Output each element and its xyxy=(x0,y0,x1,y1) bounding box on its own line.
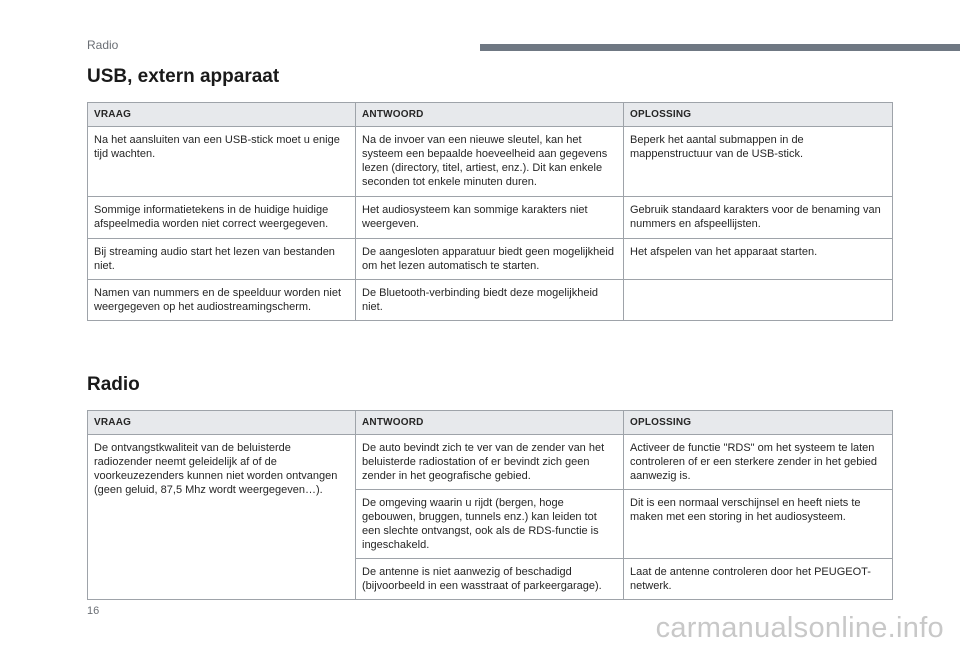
solution-cell: Activeer de functie "RDS" om het systeem te laten controleren of er een sterkere zender in het gebied aanwezig is. xyxy=(624,435,893,490)
column-header-answer: ANTWOORD xyxy=(356,411,624,435)
answer-cell: Het audiosysteem kan sommige karakters niet weergeven. xyxy=(356,197,624,239)
answer-cell: De auto bevindt zich te ver van de zender van het beluisterde radiostation of er bevindt zich geen zender in het geografische gebied. xyxy=(356,435,624,490)
question-cell: Namen van nummers en de speelduur worden niet weergegeven op het audiostreamingscherm. xyxy=(88,280,356,321)
radio-section-title: Radio xyxy=(87,374,140,395)
answer-cell: De Bluetooth-verbinding biedt deze mogelijkheid niet. xyxy=(356,280,624,321)
solution-cell: Gebruik standaard karakters voor de benaming van nummers en afspeellijsten. xyxy=(624,197,893,239)
answer-cell: Na de invoer van een nieuwe sleutel, kan het systeem een bepaalde hoeveelheid aan gegevens lezen (directory, titel, artiest, enz.). Dit kan enkele seconden tot enkele minuten duren. xyxy=(356,127,624,197)
solution-cell: Beperk het aantal submappen in de mappenstructuur van de USB-stick. xyxy=(624,127,893,197)
table-row xyxy=(88,435,893,490)
solution-cell xyxy=(624,280,893,321)
question-cell: Na het aansluiten van een USB-stick moet u enige tijd wachten. xyxy=(88,127,356,197)
answer-cell: De antenne is niet aanwezig of beschadigd (bijvoorbeeld in een wasstraat of parkeergarage). xyxy=(356,559,624,600)
column-header-answer: ANTWOORD xyxy=(356,103,624,127)
radio-faq-table xyxy=(87,410,893,600)
table-row xyxy=(88,127,893,197)
section-label: Radio xyxy=(87,38,119,52)
page-number: 16 xyxy=(87,605,100,617)
header-bar xyxy=(480,44,960,51)
column-header-question: VRAAG xyxy=(88,411,356,435)
solution-cell: Dit is een normaal verschijnsel en heeft niets te maken met een storing in het audiosysteem. xyxy=(624,490,893,559)
table-row xyxy=(88,239,893,280)
column-header-question: VRAAG xyxy=(88,103,356,127)
usb-faq-table xyxy=(87,102,893,321)
question-cell: Bij streaming audio start het lezen van bestanden niet. xyxy=(88,239,356,280)
column-header-solution: OPLOSSING xyxy=(624,411,893,435)
table-row xyxy=(88,280,893,321)
solution-cell: Het afspelen van het apparaat starten. xyxy=(624,239,893,280)
column-header-solution: OPLOSSING xyxy=(624,103,893,127)
table-row xyxy=(88,197,893,239)
watermark: carmanualsonline.info xyxy=(655,612,944,644)
usb-section-title: USB, extern apparaat xyxy=(87,66,280,87)
question-cell: Sommige informatietekens in de huidige huidige afspeelmedia worden niet correct weergegeven. xyxy=(88,197,356,239)
question-cell: De ontvangstkwaliteit van de beluisterde radiozender neemt geleidelijk af of de voorkeuzezenders kunnen niet worden ontvangen (geen geluid, 87,5 Mhz wordt weergegeven…). xyxy=(88,435,356,600)
answer-cell: De aangesloten apparatuur biedt geen mogelijkheid om het lezen automatisch te starten. xyxy=(356,239,624,280)
table-header-row xyxy=(88,411,893,435)
table-header-row xyxy=(88,103,893,127)
answer-cell: De omgeving waarin u rijdt (bergen, hoge gebouwen, bruggen, tunnels enz.) kan leiden tot een slechte ontvangst, ook als de RDS-functie is ingeschakeld. xyxy=(356,490,624,559)
solution-cell: Laat de antenne controleren door het PEUGEOT-netwerk. xyxy=(624,559,893,600)
